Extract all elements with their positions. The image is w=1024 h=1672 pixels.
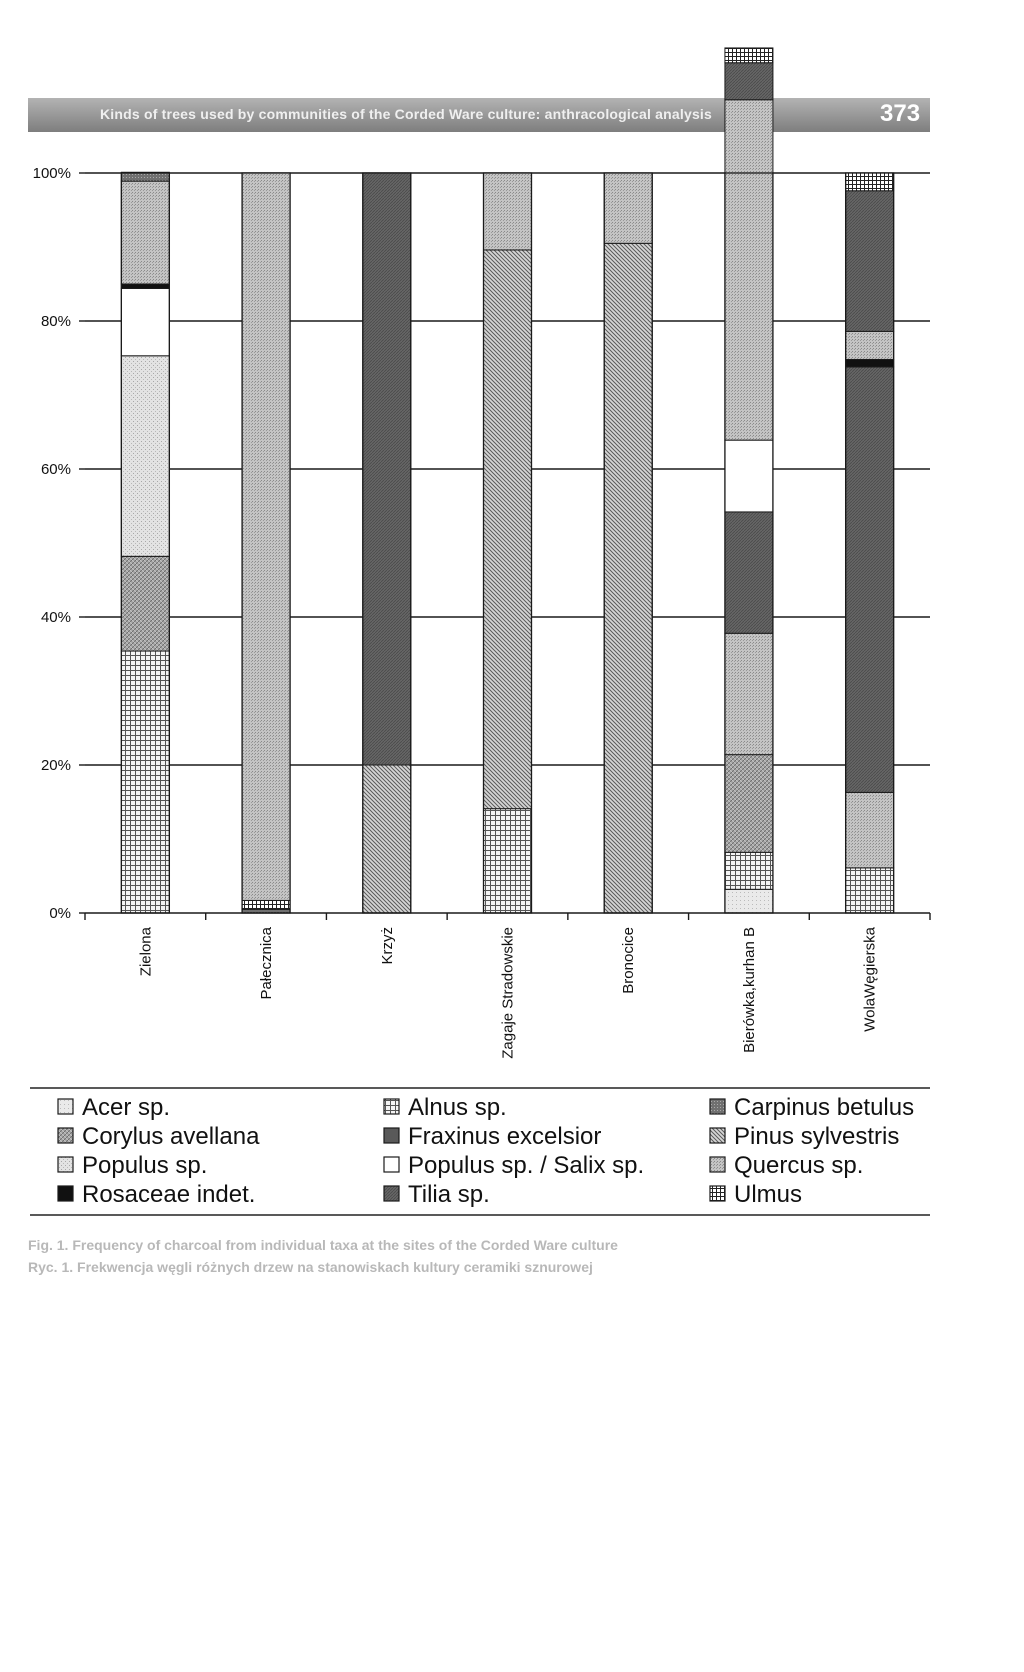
legend-swatch-alnus [384, 1099, 399, 1114]
bar-segment-tilia [725, 63, 773, 100]
bar-segment-tilia [846, 367, 894, 793]
legend-swatch-populus [58, 1157, 73, 1172]
legend-label: Acer sp. [82, 1094, 171, 1121]
legend-swatch-carpinus [710, 1099, 725, 1114]
x-category-label: Pałecznica [258, 927, 276, 1000]
legend-label: Quercus sp. [734, 1152, 864, 1179]
legend-label: Populus sp. [82, 1152, 208, 1179]
figure-caption [28, 1234, 928, 1278]
bar-segment-quercus [484, 173, 532, 250]
bar-segment-quercus [725, 633, 773, 754]
x-category-label: Bronocice [620, 927, 638, 994]
legend-label: Pinus sylvestris [734, 1123, 900, 1150]
bar-segment-rosaceae [121, 284, 169, 288]
y-tick-label: 100% [32, 165, 71, 182]
bar-segment-tilia [846, 191, 894, 332]
legend-swatch-fraxinus [384, 1128, 399, 1143]
bar-segment-quercus [242, 173, 290, 900]
bar-segment-popsalix [121, 288, 169, 355]
y-tick-label: 20% [40, 757, 71, 774]
bar-segment-ulmus [242, 900, 290, 909]
caption-line-pl: Ryc. 1. Frekwencja węgli różnych drzew na stanowiskach kultury ceramiki sznurowej [28, 1259, 593, 1275]
legend-swatch-acer [58, 1099, 73, 1114]
bar-segment-acer [725, 889, 773, 913]
bar-segment-rosaceae [846, 359, 894, 366]
legend-label: Fraxinus excelsior [408, 1123, 602, 1150]
bar-segment-ulmus [846, 173, 894, 191]
y-tick-label: 40% [40, 609, 71, 626]
x-category-label: Bierówka,kurhan B [740, 927, 758, 1053]
legend [30, 1088, 930, 1215]
bar-segment-tilia [725, 512, 773, 633]
bar-segment-pinus [363, 765, 411, 913]
y-tick-label: 80% [40, 313, 71, 330]
running-header-title: Kinds of trees used by communities of the Corded Ware culture: anthracological analysis [100, 106, 713, 122]
bars-layer [121, 48, 893, 913]
legend-swatch-quercus [710, 1157, 725, 1172]
bar-segment-popsalix [725, 440, 773, 512]
legend-swatch-tilia [384, 1186, 399, 1201]
bar-segment-corylus [725, 755, 773, 853]
legend-label: Carpinus betulus [734, 1094, 915, 1121]
bar-segment-alnus [846, 868, 894, 913]
bar-segment-alnus [484, 809, 532, 913]
legend-label: Tilia sp. [408, 1181, 490, 1208]
bar-segment-pinus [604, 243, 652, 913]
legend-label: Ulmus [734, 1181, 803, 1208]
y-tick-label: 0% [49, 905, 71, 922]
x-category-label: WolaWęgierska [861, 927, 879, 1032]
bar-segment-pinus [484, 250, 532, 809]
bar-segment-quercus [725, 100, 773, 440]
legend-swatch-pinus [710, 1128, 725, 1143]
legend-swatch-corylus [58, 1128, 73, 1143]
legend-label: Corylus avellana [82, 1123, 260, 1150]
bar-segment-quercus [846, 792, 894, 867]
bar-segment-quercus [604, 173, 652, 243]
bar-segment-ulmus [725, 48, 773, 63]
bar-segment-alnus [121, 651, 169, 913]
bar-segment-alnus [725, 852, 773, 889]
legend-swatch-ulmus [710, 1186, 725, 1201]
bar-segment-tilia [363, 173, 411, 765]
legend-label: Populus sp. / Salix sp. [408, 1152, 645, 1179]
x-category-label: Krzyż [378, 927, 396, 965]
x-category-label: Zagaje Stradowskie [499, 927, 517, 1059]
legend-swatch-popsalix [384, 1157, 399, 1172]
bar-segment-corylus [121, 556, 169, 651]
caption-line-en: Fig. 1. Frequency of charcoal from individual taxa at the sites of the Corded Ware culture [28, 1237, 618, 1253]
page-number: 373 [880, 100, 921, 127]
y-tick-label: 60% [40, 461, 71, 478]
x-category-label: Zielona [137, 927, 155, 977]
bar-segment-populus [121, 356, 169, 557]
bar-segment-quercus [846, 331, 894, 359]
legend-swatch-rosaceae [58, 1186, 73, 1201]
legend-label: Alnus sp. [408, 1094, 507, 1121]
bar-segment-quercus [121, 181, 169, 284]
legend-label: Rosaceae indet. [82, 1181, 256, 1208]
